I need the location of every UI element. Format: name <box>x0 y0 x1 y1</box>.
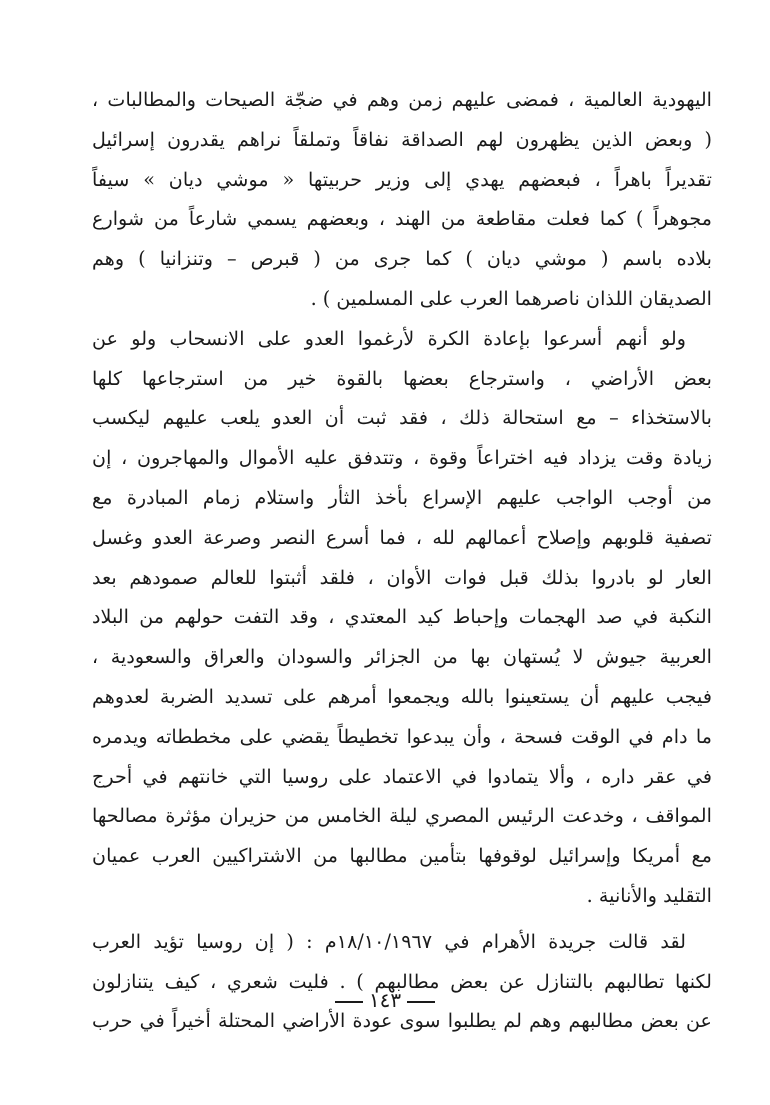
text-line: بالاستخذاء – مع استحالة ذلك ، فقد ثبت أن العدو يلعب عليهم ليكسب <box>92 406 712 430</box>
text-line: التقليد والأنانية . <box>586 883 712 907</box>
text-line: العار لو بادروا بذلك قبل فوات الأوان ، فلقد أثبتوا للعالم صمودهم بعد <box>92 565 712 589</box>
text-line: فيجب عليهم أن يستعينوا بالله ويجمعوا أمرهم على تسديد الضربة لعدوهم <box>92 684 712 708</box>
text-line: ما دام في الوقت فسحة ، وأن يبدعوا تخطيطاً يقضي على مخططاته ويدمره <box>92 724 712 748</box>
text-line: الصديقان اللذان ناصرهما العرب على المسلمين ) . <box>310 286 712 310</box>
page-number <box>0 988 770 1012</box>
text-line: في عقر داره ، وألا يتمادوا في الاعتماد على روسيا التي خانتهم في أحرج <box>92 764 712 788</box>
page-number-text: ١٤٣ <box>368 988 402 1012</box>
paragraph-3 <box>92 922 712 1041</box>
text-line: اليهودية العالمية ، فمضى عليهم زمن وهم في ضجّة الصيحات والمطالبات ، <box>92 88 712 111</box>
body-text <box>92 80 712 1041</box>
text-line: مع أمريكا وإسرائيل لوقوفها بتأمين مطالبها من الاشتراكيين العرب عميان <box>92 844 712 868</box>
paragraph-1 <box>92 80 712 319</box>
text-line: مجوهراً ) كما فعلت مقاطعة من الهند ، وبعضهم يسمي شارعاً من شوارع <box>92 207 712 231</box>
text-line: تصفية قلوبهم وإصلاح أعمالهم لله ، فما أسرع النصر وصرعة العدو وغسل <box>92 525 712 549</box>
text-line: تقديراً باهراً ، فبعضهم يهدي إلى وزير حربيتها « موشي ديان » سيفاً <box>92 167 712 191</box>
text-line: عن بعض مطالبهم وهم لم يطلبوا سوى عودة الأراضي المحتلة أخيراً في حرب <box>92 1009 712 1033</box>
text-line: بعض الأراضي ، واسترجاع بعضها بالقوة خير من استرجاعها كلها <box>92 366 712 390</box>
text-line: لكنها تطالبهم بالتنازل عن بعض مطالبهم ) . فليت شعري ، كيف يتنازلون <box>92 969 712 993</box>
text-line: لقد قالت جريدة الأهرام في ١٨/١٠/١٩٦٧م : ( إن روسيا تؤيد العرب <box>92 929 687 953</box>
text-line: العربية جيوش لا يُستهان بها من الجزائر والسودان والعراق والسعودية ، <box>92 645 712 669</box>
text-line: بلاده باسم ( موشي ديان ) كما جرى من ( قبرص – وتنزانيا ) وهم <box>92 247 712 271</box>
paragraph-2 <box>92 319 712 916</box>
text-line: من أوجب الواجب عليهم الإسراع بأخذ الثأر واستلام زمام المبادرة مع <box>92 485 712 509</box>
text-line: ولو أنهم أسرعوا بإعادة الكرة لأرغموا العدو على الانسحاب ولو عن <box>92 326 686 350</box>
text-line: المواقف ، وخدعت الرئيس المصري ليلة الخامس من حزيران مؤثرة مصالحها <box>92 804 712 828</box>
text-line: ( وبعض الذين يظهرون لهم الصداقة نفاقاً وتملقاً نراهم يقدرون إسرائيل <box>92 127 712 151</box>
text-line: النكبة في صد الهجمات وإحباط كيد المعتدي ، وقد التفت حولهم من البلاد <box>92 605 712 629</box>
text-line: زيادة وقت يزداد فيه اختراعاً وقوة ، وتتدفق عليه الأموال والمهاجرون ، إن <box>92 446 712 470</box>
page-number-dash-left <box>407 1001 435 1003</box>
page-number-dash-right <box>335 1001 363 1003</box>
